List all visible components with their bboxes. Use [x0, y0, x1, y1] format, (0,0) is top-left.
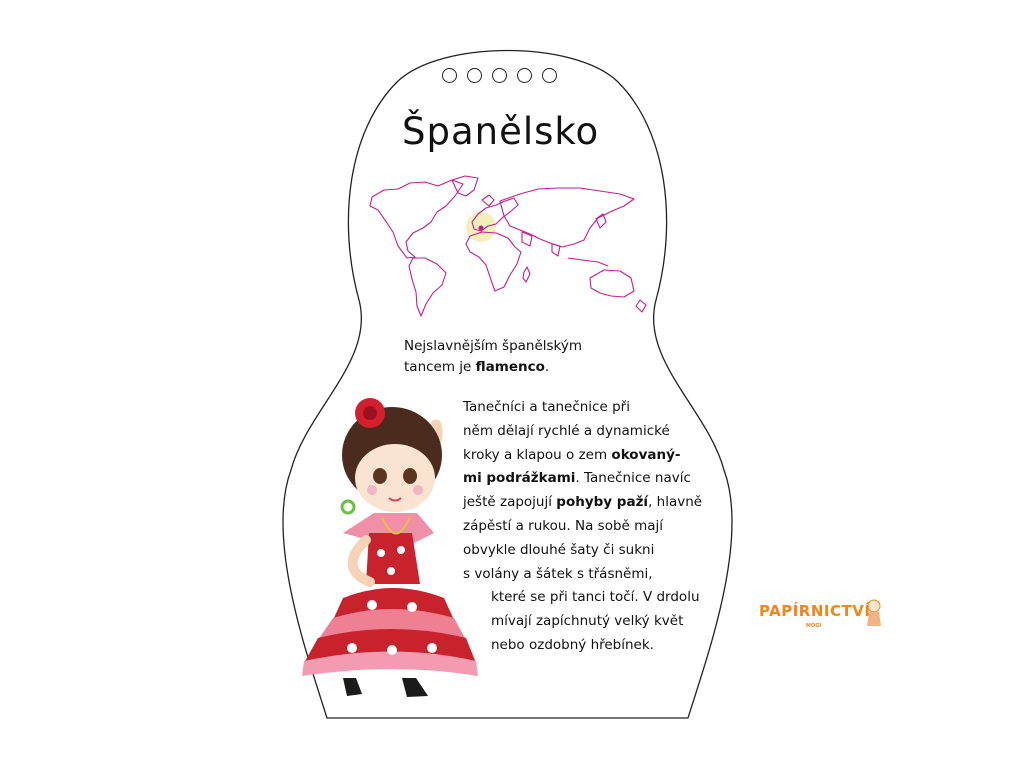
hanger-holes — [442, 68, 557, 83]
spain-marker — [479, 226, 484, 231]
body-highlight: mi podrážkami — [463, 470, 576, 487]
intro-text — [404, 336, 604, 378]
hanger-hole — [517, 68, 532, 83]
brand-logo-sub: MOGI — [806, 623, 822, 629]
body-text-fragment: ještě zapojují — [463, 494, 557, 511]
body-line: obvykle dlouhé šaty či sukni — [463, 541, 655, 558]
hanger-hole — [467, 68, 482, 83]
body-line: které se při tanci točí. V drdolu — [491, 589, 700, 606]
intro-line — [404, 357, 604, 378]
body-highlight: pohyby paží — [556, 494, 649, 511]
body-line: nebo ozdobný hřebínek. — [491, 636, 654, 653]
body-line: s volány a šátek s třásněmi, — [463, 565, 653, 582]
body-highlight: okovaný- — [611, 446, 681, 463]
intro-text-fragment: tancem je — [404, 359, 476, 375]
body-line: Tanečníci a tanečnice při — [463, 399, 630, 415]
body-text-fragment: kroky a klapou o zem — [463, 446, 612, 463]
intro-text-fragment: . — [544, 359, 550, 375]
intro-line: Nejslavnějším španělským — [404, 338, 583, 354]
body-text — [463, 396, 713, 658]
body-line — [463, 491, 713, 515]
body-line — [463, 467, 713, 491]
hanger-hole — [492, 68, 507, 83]
hanger-hole — [442, 68, 457, 83]
hanger-hole — [542, 68, 557, 83]
body-text-fragment: , hlavně — [648, 494, 703, 511]
brand-logo: PAPÍRNICTVÍ — [759, 602, 871, 620]
body-line — [463, 444, 713, 468]
intro-highlight: flamenco — [475, 359, 545, 375]
body-line: něm dělají rychlé a dynamické — [463, 422, 670, 439]
body-line: mívají zapíchnutý velký květ — [491, 613, 684, 630]
page-title: Španělsko — [402, 110, 600, 153]
body-text-fragment: . Tanečnice navíc — [575, 470, 691, 487]
body-line: zápěstí a rukou. Na sobě mají — [463, 517, 664, 534]
